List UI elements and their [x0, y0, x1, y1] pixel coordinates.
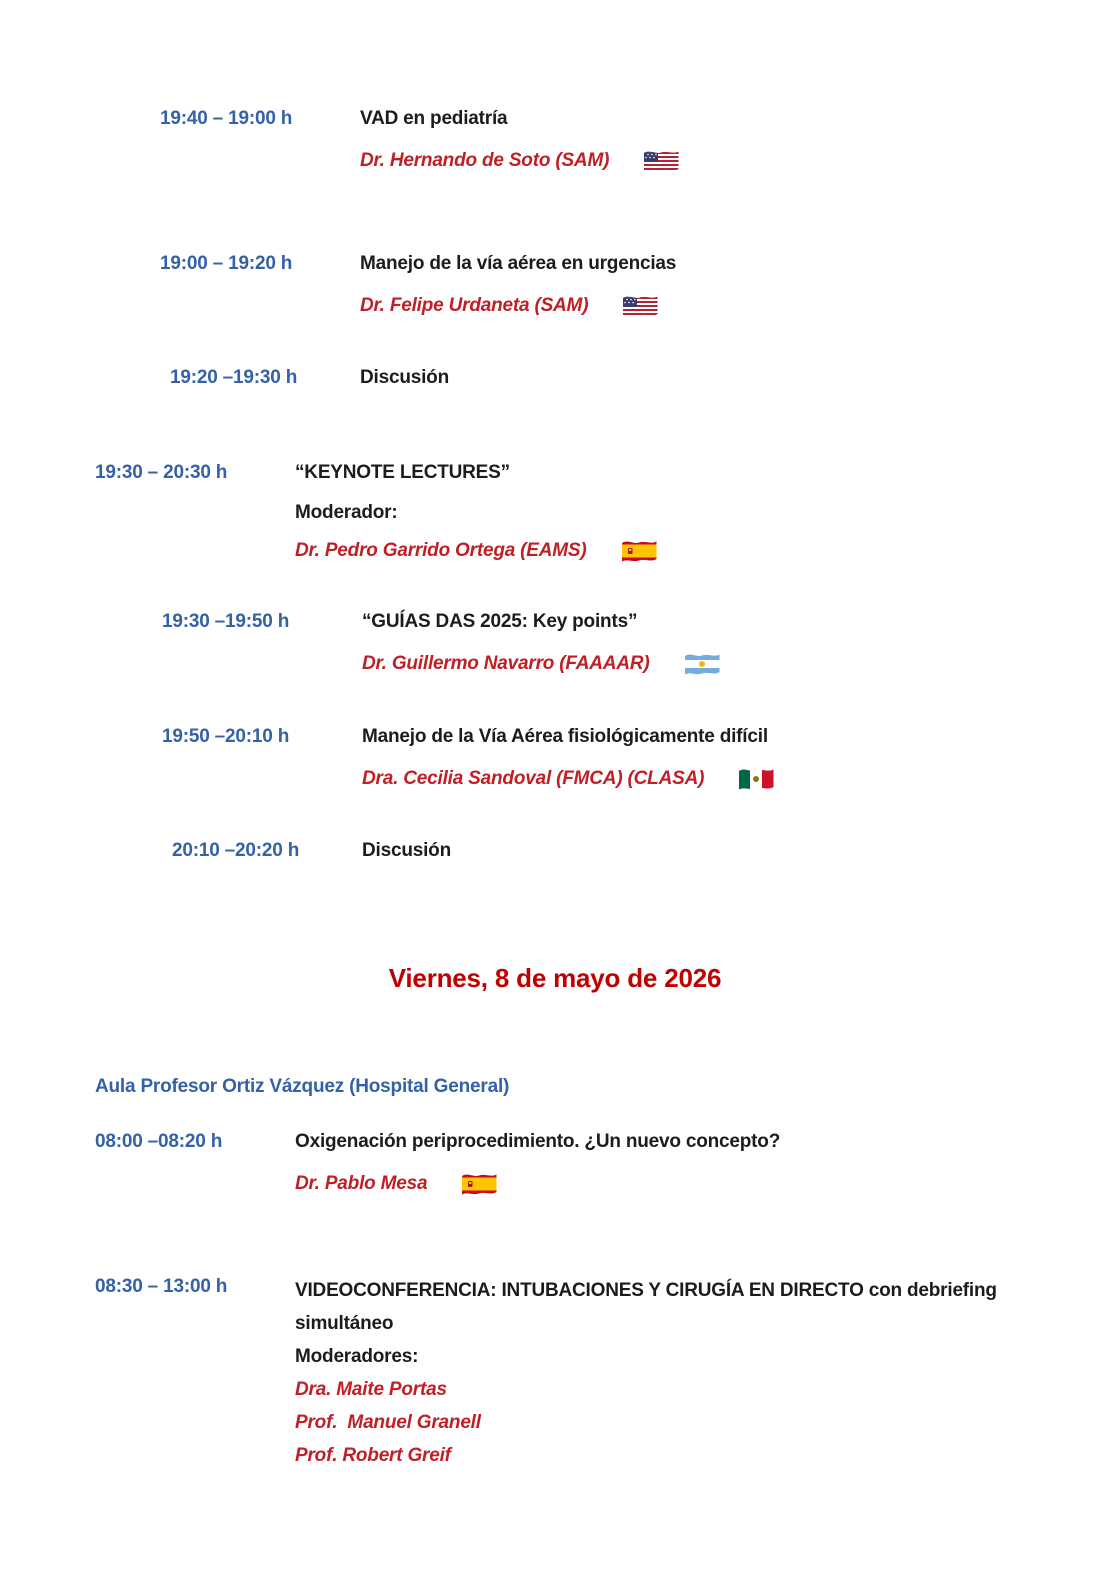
session-content: [295, 1129, 780, 1197]
speaker-line: [362, 651, 720, 677]
session-title: Discusión: [360, 367, 449, 388]
session-time: 19:40 – 19:00 h: [160, 108, 293, 129]
session-title: VIDEOCONFERENCIA: INTUBACIONES Y CIRUGÍA EN DIRECTO con debriefing: [295, 1280, 997, 1301]
session-title: “GUÍAS DAS 2025: Key points”: [362, 611, 638, 632]
session-row: [160, 106, 679, 174]
session-row: [95, 460, 657, 564]
speaker-name: Dra. Maite Portas: [295, 1379, 447, 1400]
session-title: “KEYNOTE LECTURES”: [295, 462, 510, 483]
spain-flag-icon: [461, 1171, 497, 1197]
moderator-label: Moderadores:: [295, 1346, 419, 1367]
session-row: [160, 251, 676, 319]
session-time: 08:30 – 13:00 h: [95, 1276, 228, 1297]
session-content: [295, 460, 657, 564]
day-heading: Viernes, 8 de mayo de 2026: [388, 963, 722, 993]
speaker-name: Dr. Guillermo Navarro (FAAAAR): [362, 653, 650, 674]
session-time: 19:20 –19:30 h: [170, 367, 298, 388]
usa-flag-icon: [622, 293, 658, 319]
argentina-flag-icon: [684, 651, 720, 677]
session-row: [95, 1274, 1095, 1472]
session-title: Oxigenación periprocedimiento. ¿Un nuevo concepto?: [295, 1131, 781, 1152]
speaker-name: Prof. Manuel Granell: [295, 1412, 481, 1433]
speaker-line: [295, 538, 657, 564]
session-row: [162, 838, 451, 864]
session-time: 19:00 – 19:20 h: [160, 253, 293, 274]
session-content: [362, 724, 774, 792]
session-title: Discusión: [362, 840, 451, 861]
mexico-flag-icon: [738, 766, 774, 792]
speaker-line: [360, 148, 679, 174]
session-title: Manejo de la vía aérea en urgencias: [360, 253, 677, 274]
session-row: [162, 724, 774, 792]
speaker-name: Dr. Hernando de Soto (SAM): [360, 150, 610, 171]
session-time: 19:30 – 20:30 h: [95, 462, 228, 483]
session-time: 20:10 –20:20 h: [172, 840, 300, 861]
spain-flag-icon: [621, 538, 657, 564]
session-content: [362, 609, 720, 677]
speaker-line: [295, 1171, 780, 1197]
session-content: [295, 1274, 1095, 1472]
moderator-label: Moderador:: [295, 502, 398, 523]
session-content: [360, 365, 449, 391]
speaker-name: Dr. Pablo Mesa: [295, 1173, 428, 1194]
session-row: [162, 609, 720, 677]
session-title: Manejo de la Vía Aérea fisiológicamente difícil: [362, 726, 768, 747]
session-content: [360, 251, 676, 319]
session-time: 08:00 –08:20 h: [95, 1131, 223, 1152]
usa-flag-icon: [643, 148, 679, 174]
session-row: [95, 1129, 780, 1197]
speaker-line: [360, 293, 676, 319]
speaker-name: Dr. Felipe Urdaneta (SAM): [360, 295, 589, 316]
speaker-name: Dr. Pedro Garrido Ortega (EAMS): [295, 540, 587, 561]
session-row: [160, 365, 449, 391]
session-content: [360, 106, 679, 174]
venue-label: Aula Profesor Ortiz Vázquez (Hospital General): [95, 1076, 510, 1097]
session-time: 19:50 –20:10 h: [162, 726, 290, 747]
session-title: VAD en pediatría: [360, 108, 508, 129]
speaker-line: [362, 766, 774, 792]
speaker-name: Prof. Robert Greif: [295, 1445, 451, 1466]
speaker-name: Dra. Cecilia Sandoval (FMCA) (CLASA): [362, 768, 705, 789]
session-time: 19:30 –19:50 h: [162, 611, 290, 632]
session-title-line2: simultáneo: [295, 1313, 394, 1334]
session-content: [362, 838, 451, 864]
